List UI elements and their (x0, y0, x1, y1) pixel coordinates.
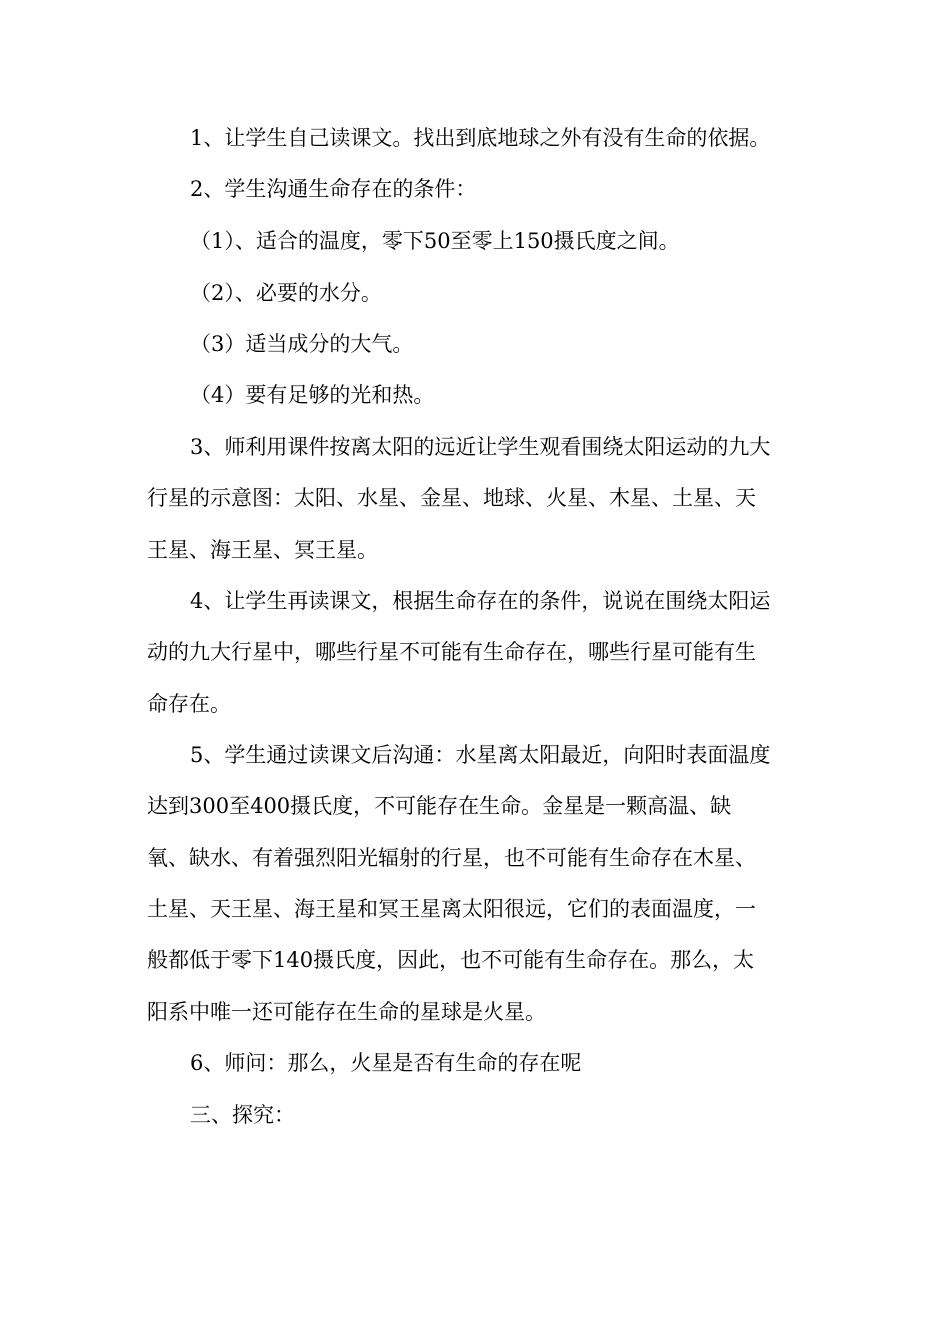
step-5-line-6: 阳系中唯一还可能存在生命的星球是火星。 (147, 1000, 546, 1024)
step-4-line-1: 4、让学生再读课文，根据生命存在的条件，说说在围绕太阳运 (190, 589, 771, 613)
section-3-heading: 三、探究： (190, 1103, 295, 1127)
step-3-line-2: 行星的示意图：太阳、水星、金星、地球、火星、木星、土星、天 (147, 486, 756, 510)
step-5-line-5: 般都低于零下140摄氏度，因此，也不可能有生命存在。那么，太 (147, 948, 755, 972)
condition-1-line: （1）、适合的温度，零下50至零上150摄氏度之间。 (190, 229, 680, 253)
step-5-line-4: 土星、天王星、海王星和冥王星离太阳很远，它们的表面温度，一 (147, 897, 756, 921)
step-5-line-3: 氧、缺水、有着强烈阳光辐射的行星，也不可能有生命存在木星、 (147, 846, 756, 870)
step-4-line-3: 命存在。 (147, 692, 231, 716)
step-3-line-3: 王星、海王星、冥王星。 (147, 538, 378, 562)
step-2-line: 2、学生沟通生命存在的条件： (190, 177, 477, 201)
condition-2-line: （2）、必要的水分。 (190, 281, 382, 305)
step-6-line: 6、师问：那么，火星是否有生命的存在呢 (190, 1051, 582, 1075)
step-1-line: 1、让学生自己读课文。找出到底地球之外有没有生命的依据。 (190, 126, 771, 150)
step-3-line-1: 3、师利用课件按离太阳的远近让学生观看围绕太阳运动的九大 (190, 435, 771, 459)
condition-4-line: （4）要有足够的光和热。 (190, 383, 435, 407)
step-5-line-2: 达到300至400摄氏度，不可能存在生命。金星是一颗高温、缺 (147, 794, 732, 818)
step-4-line-2: 动的九大行星中，哪些行星不可能有生命存在，哪些行星可能有生 (147, 640, 756, 664)
condition-3-line: （3）适当成分的大气。 (190, 332, 414, 356)
step-5-line-1: 5、学生通过读课文后沟通：水星离太阳最近，向阳时表面温度 (190, 743, 771, 767)
